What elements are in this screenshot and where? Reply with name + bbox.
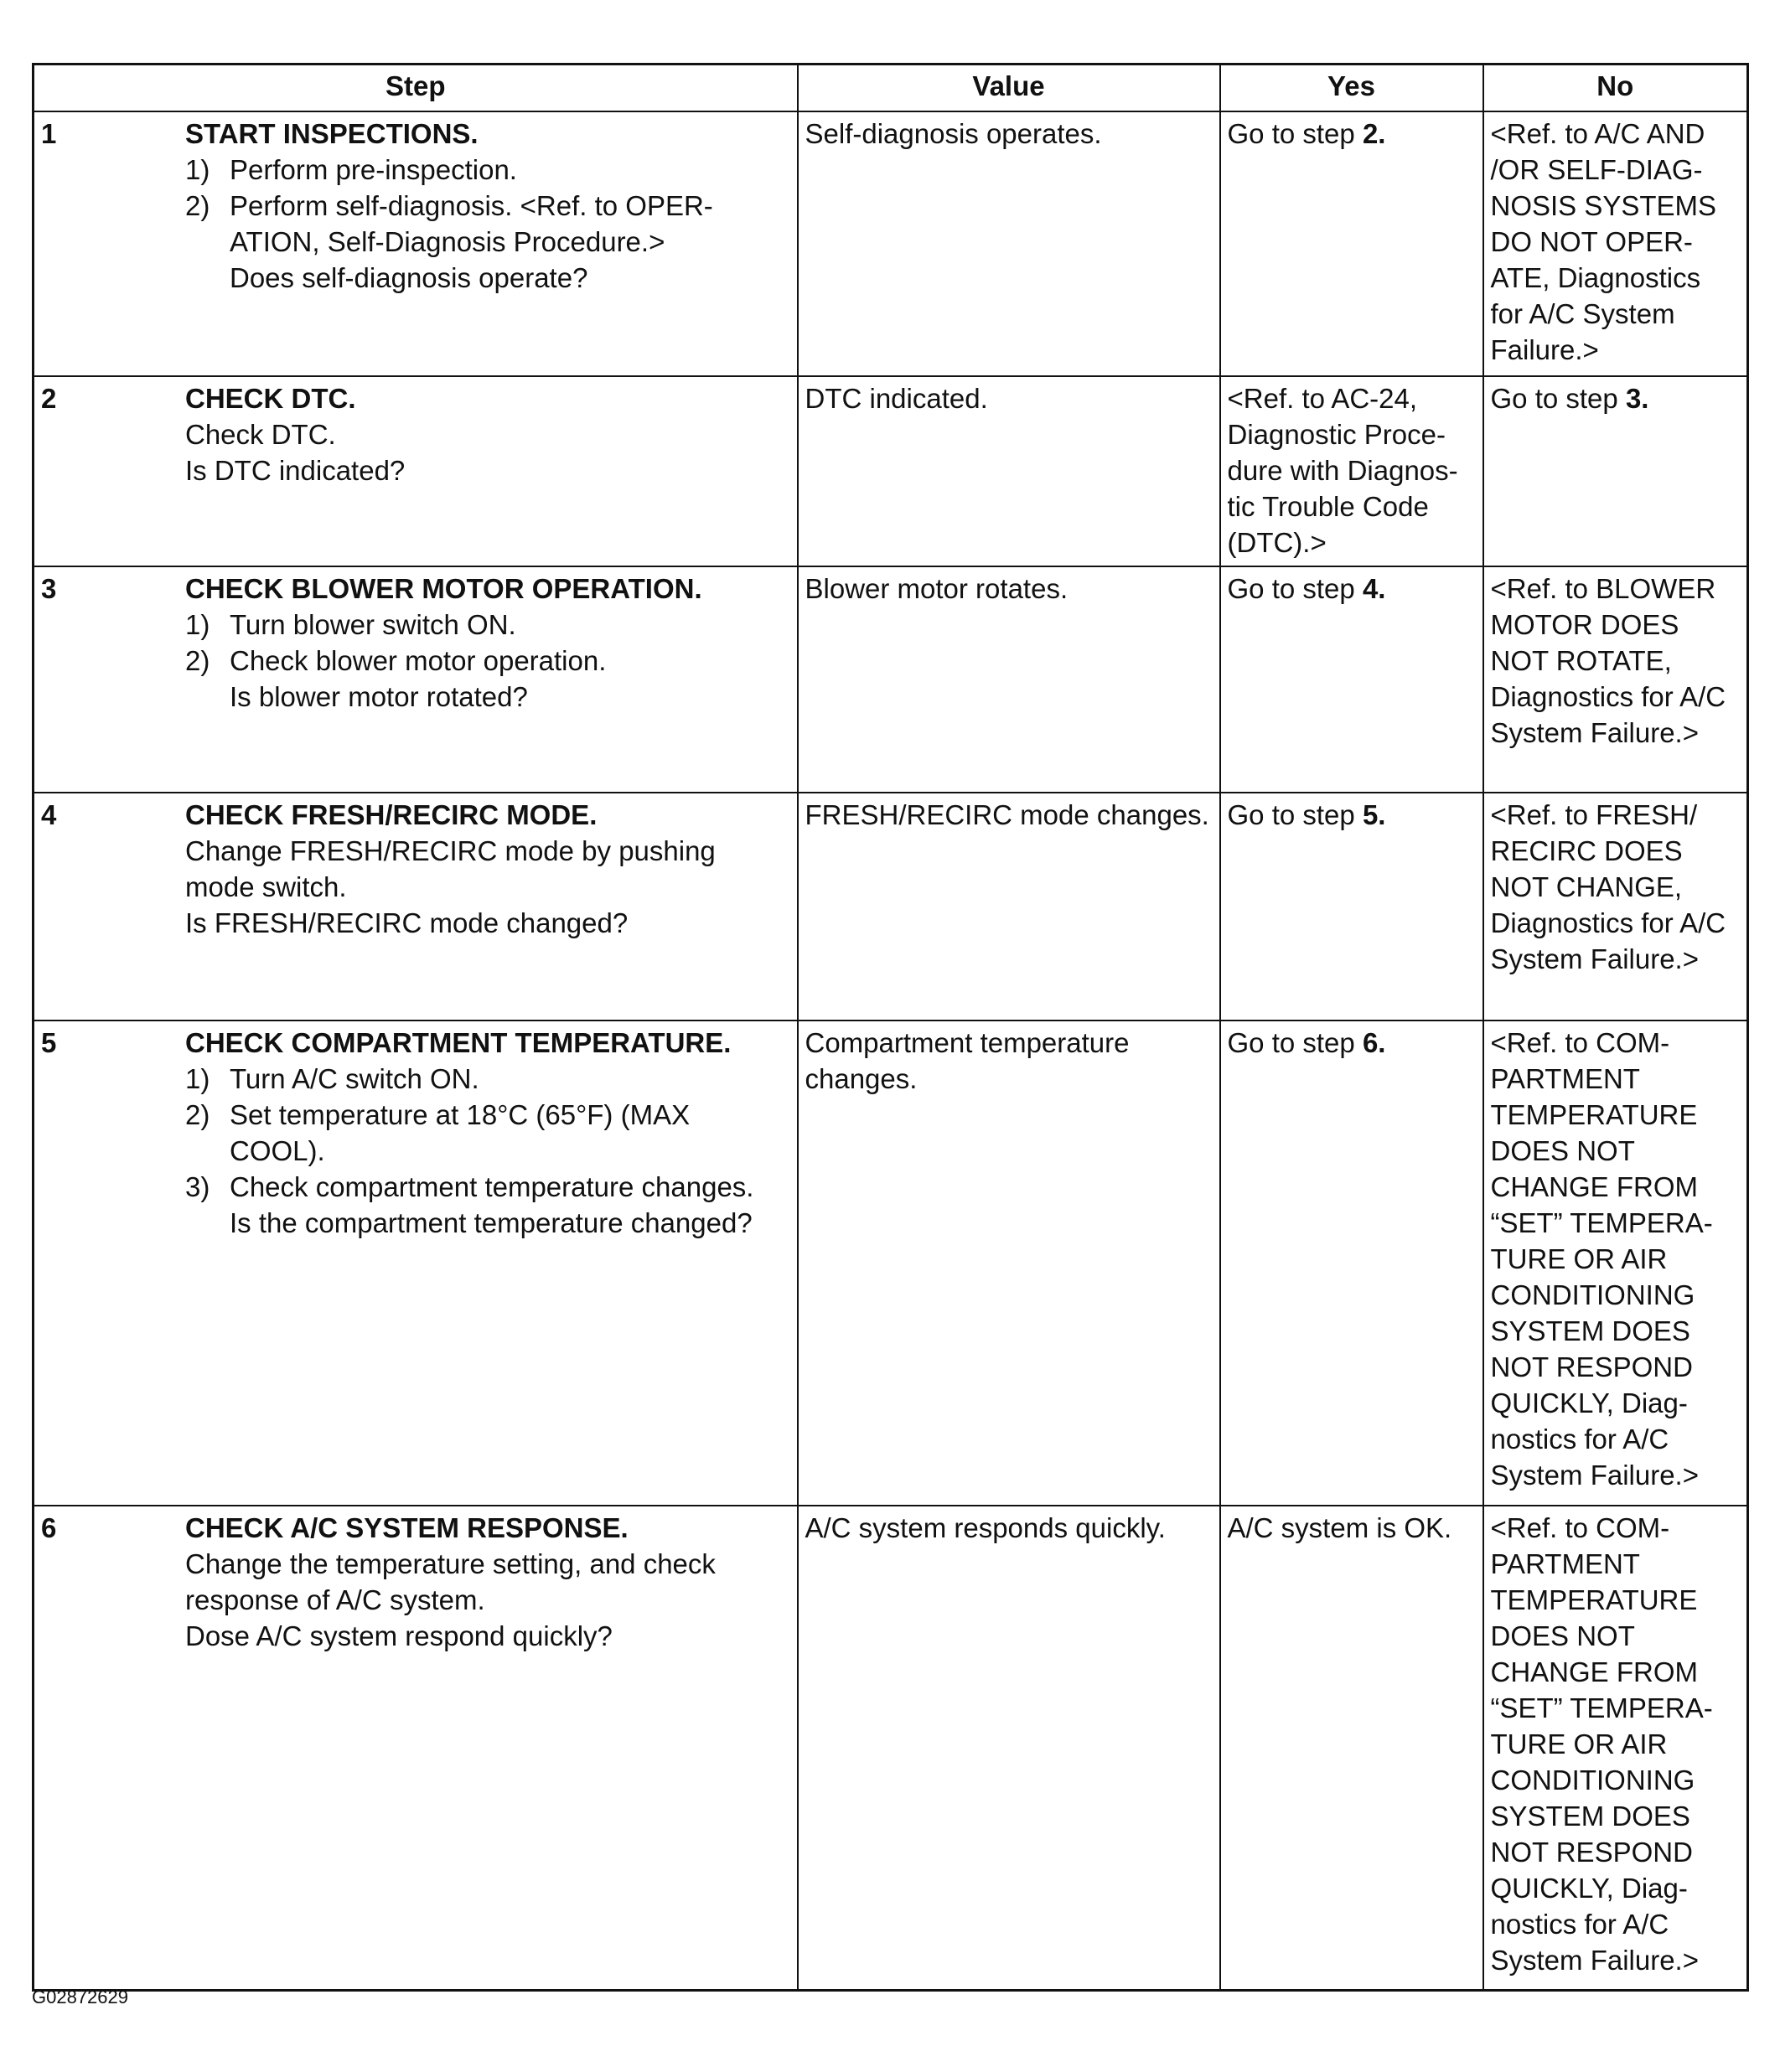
instruction-indent [185,260,230,296]
header-no: No [1483,65,1748,112]
value-cell: DTC indicated. [798,376,1220,566]
yes-goto [1228,116,1476,152]
step-number: 2 [41,383,57,414]
header-yes: Yes [1220,65,1483,112]
instruction-text: Does self-diagnosis operate? [230,262,588,293]
no-reference: <Ref. to COM-PARTMENT TEMPERATURE DOES NOT CHANGE FROM “SET” TEMPERA-TURE OR AIR CONDITIONING SYSTEM DOES NOT RESPOND QUICKLY, Diag-nostics for A/C System Failure.> [1490,1027,1713,1491]
step-cell [34,376,798,566]
instruction-text: Is the compartment temperature changed? [230,1207,753,1238]
step-instruction [185,1169,790,1205]
step-body [185,380,790,488]
instruction-number: 2) [185,190,210,221]
no-reference: <Ref. to A/C AND /OR SELF-DIAG-NOSIS SYSTEMS DO NOT OPER-ATE, Diagnostics for A/C System Failure.> [1490,118,1717,365]
step-wrap [41,116,790,296]
instruction-text: ATION, Self-Diagnosis Procedure.> [230,226,665,257]
no-cell [1483,1020,1748,1506]
step-instruction [185,1097,790,1169]
table-row [34,1020,1748,1506]
step-instruction [185,1061,790,1097]
yes-goto [1228,1025,1476,1061]
diagnostic-table [32,63,1749,1992]
goto-step-number: 5. [1362,799,1386,830]
step-title: CHECK A/C SYSTEM RESPONSE. [185,1512,629,1543]
instruction-text: Turn blower switch ON. [230,609,516,640]
yes-goto [1228,571,1476,607]
no-reference: <Ref. to FRESH/ RECIRC DOES NOT CHANGE, Diagnostics for A/C System Failure.> [1490,799,1726,974]
yes-cell [1220,1020,1483,1506]
header-row [34,65,1748,112]
no-cell [1483,1506,1748,1990]
instruction-text: Is DTC indicated? [185,455,406,486]
instruction-indent [185,679,230,715]
no-reference: <Ref. to BLOWER MOTOR DOES NOT ROTATE, Diagnostics for A/C System Failure.> [1490,573,1726,748]
step-number: 3 [41,573,57,604]
step-cell [34,1506,798,1990]
step-instruction [185,452,790,488]
no-cell [1483,566,1748,793]
step-number: 4 [41,799,57,830]
instruction-text: Check DTC. [185,419,336,450]
instruction-number: 2) [185,1099,210,1130]
step-instruction [185,679,790,715]
goto-label: Go to step [1227,799,1363,830]
step-instruction [185,1546,790,1618]
no-reference: <Ref. to COM-PARTMENT TEMPERATURE DOES NOT CHANGE FROM “SET” TEMPERA-TURE OR AIR CONDITIONING SYSTEM DOES NOT RESPOND QUICKLY, Diag-nostics for A/C System Failure.> [1490,1512,1713,1976]
instruction-text: Perform self-diagnosis. <Ref. to OPER- [230,190,713,221]
no-cell [1483,376,1748,566]
yes-reference: <Ref. to AC-24, Diagnostic Proce-dure with Diagnos-tic Trouble Code (DTC).> [1227,383,1458,558]
step-instruction [185,1618,790,1654]
step-wrap [41,380,790,488]
figure-id: G02872629 [32,1987,128,2007]
header-value: Value [798,65,1220,112]
step-instruction [185,1205,790,1241]
step-body [185,1025,790,1241]
step-instruction [185,224,790,260]
yes-cell [1220,793,1483,1020]
step-instruction [185,833,790,905]
step-number: 5 [41,1027,57,1058]
step-instruction [185,188,790,224]
step-body [185,116,790,296]
step-number: 6 [41,1512,57,1543]
step-wrap [41,797,790,941]
instruction-text: Is FRESH/RECIRC mode changed? [185,907,629,938]
instruction-number: 2) [185,645,210,676]
value-cell: A/C system responds quickly. [798,1506,1220,1990]
instruction-text: Is blower motor rotated? [230,681,528,712]
instruction-text: Dose A/C system respond quickly? [185,1620,613,1651]
step-number: 1 [41,118,57,149]
step-instruction [185,905,790,941]
header-step: Step [34,65,798,112]
step-instruction [185,643,790,679]
step-title: CHECK COMPARTMENT TEMPERATURE. [185,1027,732,1058]
instruction-indent [185,224,230,260]
step-instruction [185,416,790,452]
instruction-indent [185,1205,230,1241]
no-cell [1483,793,1748,1020]
goto-step-number: 3. [1625,383,1649,414]
step-cell [34,566,798,793]
instruction-number: 1) [185,154,210,185]
instruction-number: 1) [185,609,210,640]
table-row [34,566,1748,793]
instruction-number: 3) [185,1171,210,1202]
yes-cell [1220,111,1483,376]
instruction-text: Check blower motor operation. [230,645,607,676]
step-instruction [185,152,790,188]
step-wrap [41,1510,790,1654]
no-cell [1483,111,1748,376]
goto-label: Go to step [1227,573,1363,604]
goto-label: Go to step [1227,1027,1363,1058]
instruction-text: Turn A/C switch ON. [230,1063,479,1094]
goto-label: Go to step [1227,118,1363,149]
value-cell: Compartment temperature changes. [798,1020,1220,1506]
step-body [185,571,790,715]
goto-step-number: 6. [1362,1027,1386,1058]
value-cell: Blower motor rotates. [798,566,1220,793]
instruction-text: Change FRESH/RECIRC mode by pushing mode switch. [185,835,716,902]
step-instruction [185,607,790,643]
step-title: CHECK DTC. [185,383,356,414]
yes-cell [1220,376,1483,566]
goto-label: Go to step [1490,383,1626,414]
value-cell: FRESH/RECIRC mode changes. [798,793,1220,1020]
table-row [34,1506,1748,1990]
instruction-number: 1) [185,1063,210,1094]
step-wrap [41,571,790,715]
value-cell: Self-diagnosis operates. [798,111,1220,376]
yes-goto [1228,797,1476,833]
goto-step-number: 2. [1362,118,1386,149]
table-row [34,111,1748,376]
step-cell [34,111,798,376]
yes-cell [1220,566,1483,793]
yes-reference: A/C system is OK. [1227,1512,1452,1543]
step-title: START INSPECTIONS. [185,118,479,149]
table-row [34,793,1748,1020]
step-wrap [41,1025,790,1241]
instruction-text: Perform pre-inspection. [230,154,517,185]
no-goto [1491,380,1741,416]
step-cell [34,1020,798,1506]
step-body [185,1510,790,1654]
table-body [34,111,1748,1990]
instruction-text: Check compartment temperature changes. [230,1171,754,1202]
step-cell [34,793,798,1020]
goto-step-number: 4. [1362,573,1386,604]
step-body [185,797,790,941]
instruction-text: Set temperature at 18°C (65°F) (MAX COOL). [230,1099,691,1166]
yes-cell [1220,1506,1483,1990]
instruction-text: Change the temperature setting, and check response of A/C system. [185,1548,716,1615]
step-title: CHECK BLOWER MOTOR OPERATION. [185,573,702,604]
step-title: CHECK FRESH/RECIRC MODE. [185,799,598,830]
table-row [34,376,1748,566]
step-instruction [185,260,790,296]
